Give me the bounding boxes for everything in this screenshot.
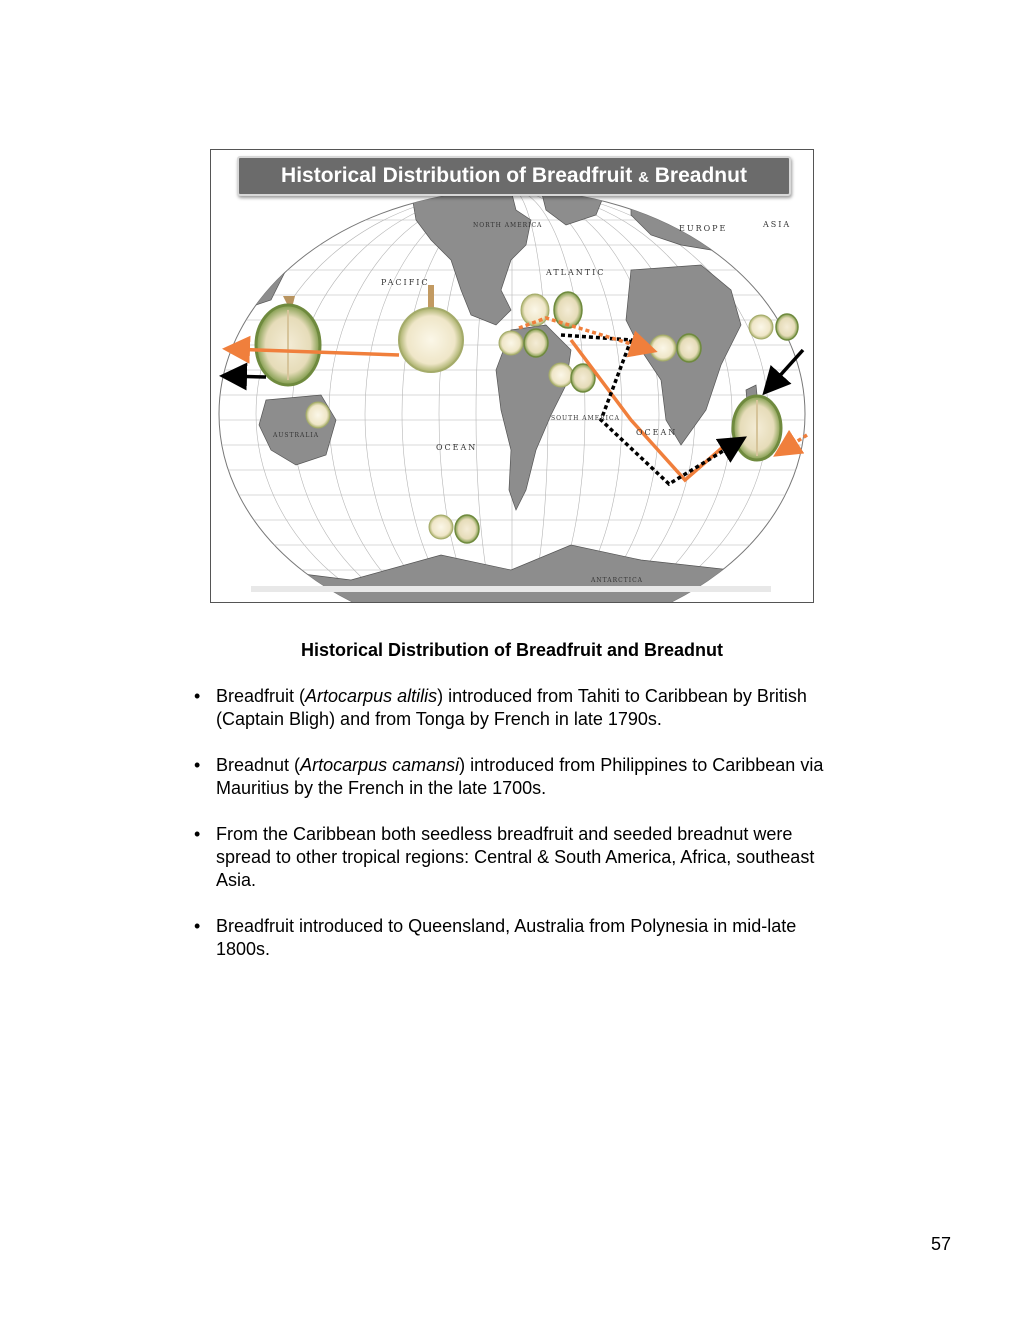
- note-scientific-name: Artocarpus altilis: [305, 686, 438, 706]
- map-label-ocean-right: OCEAN: [636, 428, 678, 437]
- map-label-south-america: SOUTH AMERICA: [551, 415, 620, 422]
- route-breadnut-west: [226, 376, 266, 377]
- bullet: •: [194, 824, 201, 844]
- world-map: [211, 150, 813, 602]
- slide-title-part2: Breadnut: [654, 164, 747, 187]
- breadfruit-small-icon: [306, 402, 330, 428]
- note-text: Breadfruit introduced to Queensland, Australia from Polynesia in mid-late 1800s.: [216, 916, 797, 959]
- bullet: •: [194, 686, 201, 706]
- slide-title-part1: Historical Distribution of Breadfruit: [281, 164, 633, 187]
- list-item: [192, 823, 852, 892]
- slide-title-amp: &: [638, 169, 649, 186]
- map-label-ocean-left: OCEAN: [436, 443, 478, 452]
- map-label-asia: ASIA: [763, 220, 792, 229]
- map-label-australia: AUSTRALIA: [273, 432, 320, 439]
- map-label-north-america: NORTH AMERICA: [473, 222, 543, 229]
- slide-image: [210, 149, 814, 603]
- list-item: [192, 754, 852, 800]
- list-item: [192, 685, 852, 731]
- notes-list: [192, 685, 852, 984]
- mauritius-breadnut-icon: [733, 396, 781, 460]
- note-text-pre: Breadfruit (: [216, 686, 306, 706]
- map-label-antarctica: ANTARCTICA: [591, 577, 643, 584]
- map-label-atlantic: ATLANTIC: [546, 268, 606, 277]
- map-label-europe: EUROPE: [679, 224, 728, 233]
- bullet: •: [194, 916, 201, 936]
- note-scientific-name: Artocarpus camansi: [300, 755, 460, 775]
- note-text: From the Caribbean both seedless breadfruit and seeded breadnut were spread to other tropical regions: Central & South America, Africa, southeast Asia.: [216, 824, 815, 890]
- note-text-post: ) introduced from Tahiti to Caribbean by British (Captain Bligh) and from Tonga by French in late 1790s.: [216, 686, 807, 729]
- page-number: 57: [930, 1234, 951, 1254]
- map-label-pacific: PACIFIC: [381, 278, 430, 287]
- list-item: [192, 915, 852, 961]
- note-text-post: ) introduced from Philippines to Caribbean via Mauritius by the French in the late 1700s.: [216, 755, 824, 798]
- slide-title: [237, 156, 791, 196]
- longitude-scale: [251, 586, 771, 592]
- note-text-pre: Breadnut (: [216, 755, 301, 775]
- bullet: •: [194, 755, 201, 775]
- notes-heading: Historical Distribution of Breadfruit and Breadnut: [300, 640, 724, 660]
